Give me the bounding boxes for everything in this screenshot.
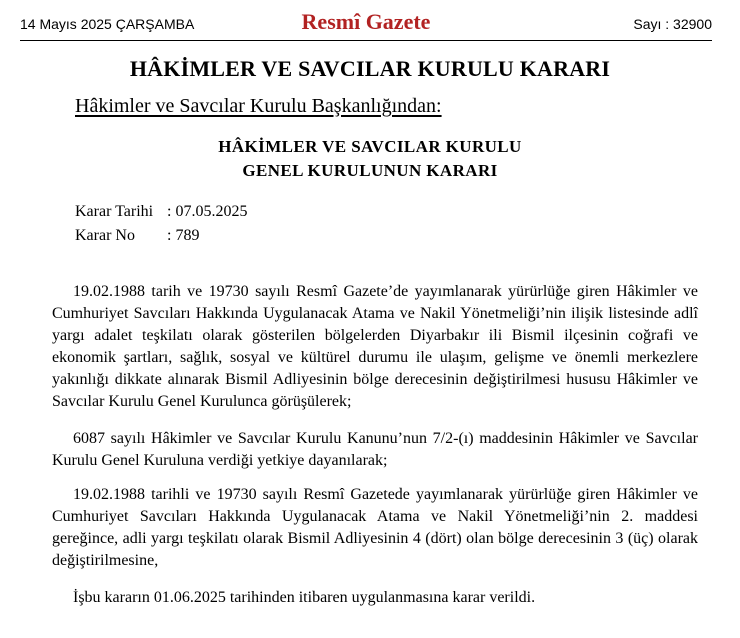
decision-date-row xyxy=(75,203,247,221)
decision-date-value: : 07.05.2025 xyxy=(167,203,248,220)
body-paragraph: İşbu kararın 01.06.2025 tarihinden itibaren uygulanmasına karar verildi. xyxy=(73,589,536,606)
decision-number-label: Karar No xyxy=(75,227,135,244)
body-paragraph: 19.02.1988 tarihli ve 19730 sayılı Resmî Gazetede yayımlanarak yürürlüğe giren Hâkimler ve Cumhuriyet Savcıları Hakkında Uygulanacak Atama ve Nakil Yönetmeliği’nin 2. maddesi gereğince, adli yargı teşkilatı olarak Bismil Adliyesinin 4 (dört) olan bölge derecesinin 3 (üç) olarak değiştirilmesine, xyxy=(52,486,698,569)
decision-number-value: : 789 xyxy=(167,227,200,244)
document-main-title: HÂKİMLER VE SAVCILAR KURULU KARARI xyxy=(129,56,611,81)
body-paragraph: 6087 sayılı Hâkimler ve Savcılar Kurulu Kanunu’nun 7/2-(ı) maddesinin Hâkimler ve Savcılar Kurulu Genel Kuruluna verdiği yetkiye dayanılarak; xyxy=(52,430,698,469)
gazette-brand: Resmî Gazete xyxy=(301,9,431,34)
publication-date: 14 Mayıs 2025 ÇARŞAMBA xyxy=(20,16,195,32)
decision-subtitle-line1: HÂKİMLER VE SAVCILAR KURULU xyxy=(218,137,522,156)
decision-subtitle-line2: GENEL KURULUNUN KARARI xyxy=(242,161,498,180)
decision-date-label: Karar Tarihi xyxy=(75,203,154,220)
decision-number-row xyxy=(75,227,199,245)
issue-number: Sayı : 32900 xyxy=(633,16,712,32)
issuing-authority: Hâkimler ve Savcılar Kurulu Başkanlığından: xyxy=(75,95,442,117)
gazette-header xyxy=(20,8,712,41)
body-paragraph: 19.02.1988 tarih ve 19730 sayılı Resmî Gazete’de yayımlanarak yürürlüğe giren Hâkimler ve Cumhuriyet Savcıları Hakkında Uygulanacak Atama ve Nakil Yönetmeliği’nin ilişik listesinde adlî yargı adalet teşkilatı olarak gösterilen bölgelerden Diyarbakır ili Bismil ilçesinin coğrafi ve ekonomik şartları, sağlık, sosyal ve kültürel durumu ile ulaşım, gelişme ve önemli merkezlere yakınlığı dikkate alınarak Bismil Adliyesinin bölge derecesinin değiştirilmesi hususu Hâkimler ve Savcılar Kurulu Genel Kurulunca görüşülerek; xyxy=(52,283,698,410)
